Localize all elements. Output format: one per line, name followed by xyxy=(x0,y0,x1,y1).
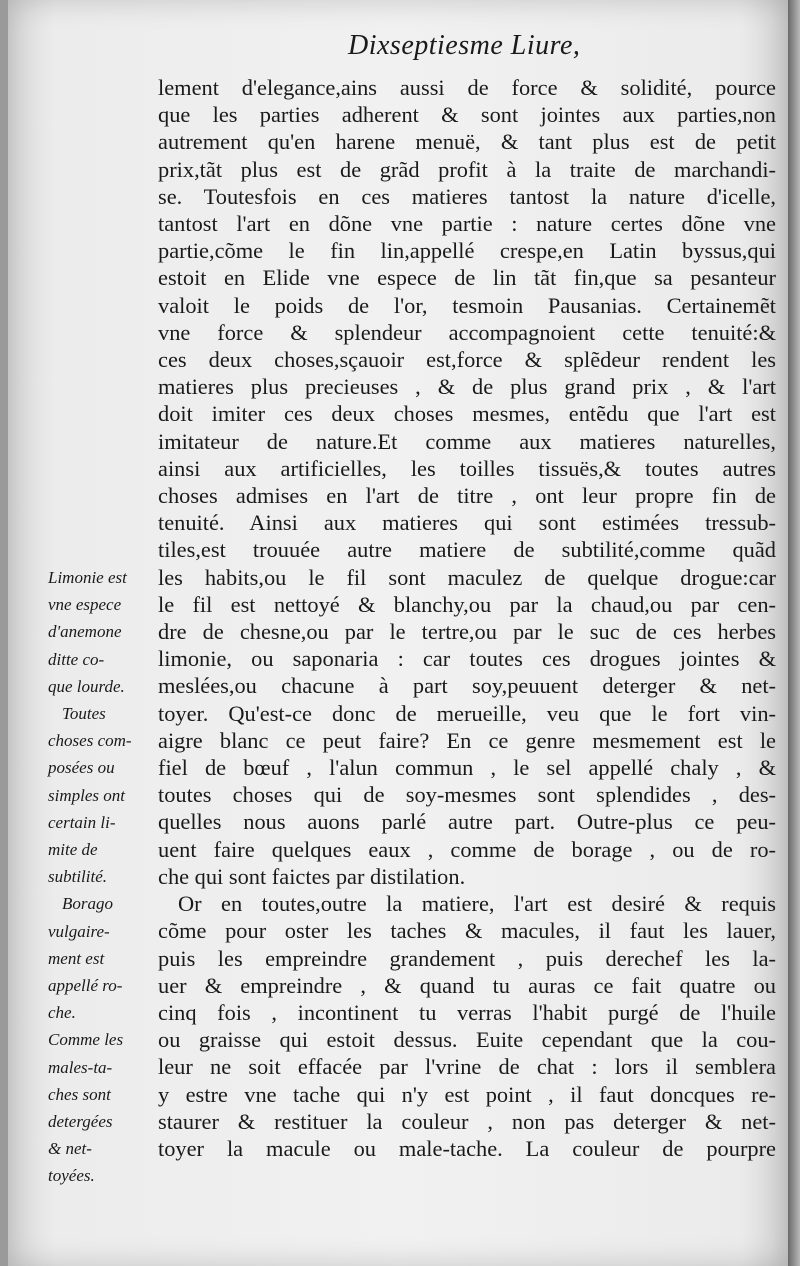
text-line: meslées,ou chacune à part soy,peuuent deterger & net- xyxy=(158,673,776,699)
margin-note-line: detergées xyxy=(48,1112,113,1132)
text-line: toyer. Qu'est-ce donc de merueille, veu que le fort vin- xyxy=(158,700,776,726)
text-line: vne force & splendeur accompagnoient cette tenuité:& xyxy=(158,319,776,345)
text-line: limonie, ou saponaria : car toutes ces drogues jointes & xyxy=(158,646,776,672)
text-line: cinq fois , incontinent tu verras l'habit purgé de l'huile xyxy=(158,999,776,1025)
margin-note-line: Borago xyxy=(62,894,113,914)
text-line: fiel de bœuf , l'alun commun , le sel appellé chaly , & xyxy=(158,755,776,781)
margin-note-line: toyées. xyxy=(48,1166,95,1186)
text-line: estoit en Elide vne espece de lin tãt fin,que sa pesanteur xyxy=(158,265,776,291)
text-line: imitateur de nature.Et comme aux matieres naturelles, xyxy=(158,428,776,454)
margin-note-line: vne espece xyxy=(48,595,122,615)
text-line: toyer la macule ou male-tache. La couleur de pourpre xyxy=(158,1135,776,1161)
text-line: ces deux choses,sçauoir est,force & splẽdeur rendent les xyxy=(158,347,776,373)
text-line: le fil est nettoyé & blanchy,ou par la chaud,ou par cen- xyxy=(158,591,776,617)
book-page xyxy=(8,0,788,1266)
text-line: partie,cõme le fin lin,appellé crespe,en Latin byssus,qui xyxy=(158,238,776,264)
body-text xyxy=(158,74,776,1162)
margin-note-line: vulgaire- xyxy=(48,921,110,941)
text-line: leur ne soit effacée par l'vrine de chat : lors il semblera xyxy=(158,1054,776,1080)
text-line: choses admises en l'art de titre , ont leur propre fin de xyxy=(158,483,776,509)
text-line: que les parties adherent & sont jointes aux parties,non xyxy=(158,102,776,128)
margin-note-line: d'anemone xyxy=(48,622,122,642)
margin-note-line: Limonie est xyxy=(48,568,127,587)
text-line: lement d'elegance,ains aussi de force & solidité, pource xyxy=(158,75,776,100)
margin-note-line: & net- xyxy=(48,1139,92,1159)
running-head: Dixseptiesme Liure, xyxy=(348,30,581,61)
text-line: dre de chesne,ou par le tertre,ou par le suc de ces herbes xyxy=(158,619,776,645)
page-edge xyxy=(788,0,800,1266)
text-line: uer & empreindre , & quand tu auras ce fait quatre ou xyxy=(158,972,776,998)
text-line: autrement qu'en harene menuë, & tant plus est de petit xyxy=(158,129,776,155)
text-line: che qui sont faictes par distilation. xyxy=(158,863,466,889)
text-line: prix,tãt plus est de grãd profit à la traite de marchandi- xyxy=(158,156,776,182)
text-line: tantost l'art en dõne vne partie : nature certes dõne vne xyxy=(158,211,776,237)
margin-note-line: posées ou xyxy=(48,758,115,778)
margin-note-line: choses com- xyxy=(48,731,132,751)
margin-note-line: ditte co- xyxy=(48,649,105,669)
margin-note-line: simples ont xyxy=(48,785,125,805)
margin-note-line: Toutes xyxy=(62,704,106,724)
margin-note-line: Comme les xyxy=(48,1030,124,1050)
margin-note-line: certain li- xyxy=(48,812,116,832)
text-line: y estre vne tache qui n'y est point , il faut doncques re- xyxy=(158,1081,776,1107)
margin-note-line: che. xyxy=(48,1003,76,1023)
text-line: toutes choses qui de soy-mesmes sont splendides , des- xyxy=(158,782,776,808)
text-line: les habits,ou le fil sont maculez de quelque drogue:car xyxy=(158,564,776,590)
margin-note-line: que lourde. xyxy=(48,676,125,696)
text-line: ou graisse qui estoit dessus. Euite cependant que la cou- xyxy=(158,1027,776,1053)
text-line: Or en toutes,outre la matiere, l'art est desiré & requis xyxy=(178,891,776,917)
margin-note-line: subtilité. xyxy=(48,867,108,887)
text-line: se. Toutesfois en ces matieres tantost la nature d'icelle, xyxy=(158,183,776,209)
margin-notes xyxy=(48,564,160,1190)
text-line: doit imiter ces deux choses mesmes, entẽdu que l'art est xyxy=(158,401,776,427)
text-line: puis les empreindre grandement , puis derechef les la- xyxy=(158,945,776,971)
text-line: valoit le poids de l'or, tesmoin Pausanias. Certainemẽt xyxy=(158,292,776,318)
margin-note-line: appellé ro- xyxy=(48,976,123,996)
margin-note-line: males-ta- xyxy=(48,1057,113,1077)
text-line: aigre blanc ce peut faire? En ce genre mesmement est le xyxy=(158,727,776,753)
margin-note-line: ment est xyxy=(48,948,105,968)
text-line: uent faire quelques eaux , comme de borage , ou de ro- xyxy=(158,836,776,862)
text-line: tenuité. Ainsi aux matieres qui sont estimées tressub- xyxy=(158,510,776,536)
text-line: cõme pour oster les taches & macules, il faut les lauer, xyxy=(158,918,776,944)
margin-note-line: ches sont xyxy=(48,1084,111,1104)
text-line: staurer & restituer la couleur , non pas deterger & net- xyxy=(158,1108,776,1134)
text-line: matieres plus precieuses , & de plus grand prix , & l'art xyxy=(158,374,776,400)
text-line: ainsi aux artificielles, les toilles tissuës,& toutes autres xyxy=(158,455,776,481)
text-line: tiles,est trouuée autre matiere de subtilité,comme quãd xyxy=(158,537,776,563)
margin-note-line: mite de xyxy=(48,840,98,860)
text-line: quelles nous auons parlé autre part. Outre-plus ce peu- xyxy=(158,809,776,835)
